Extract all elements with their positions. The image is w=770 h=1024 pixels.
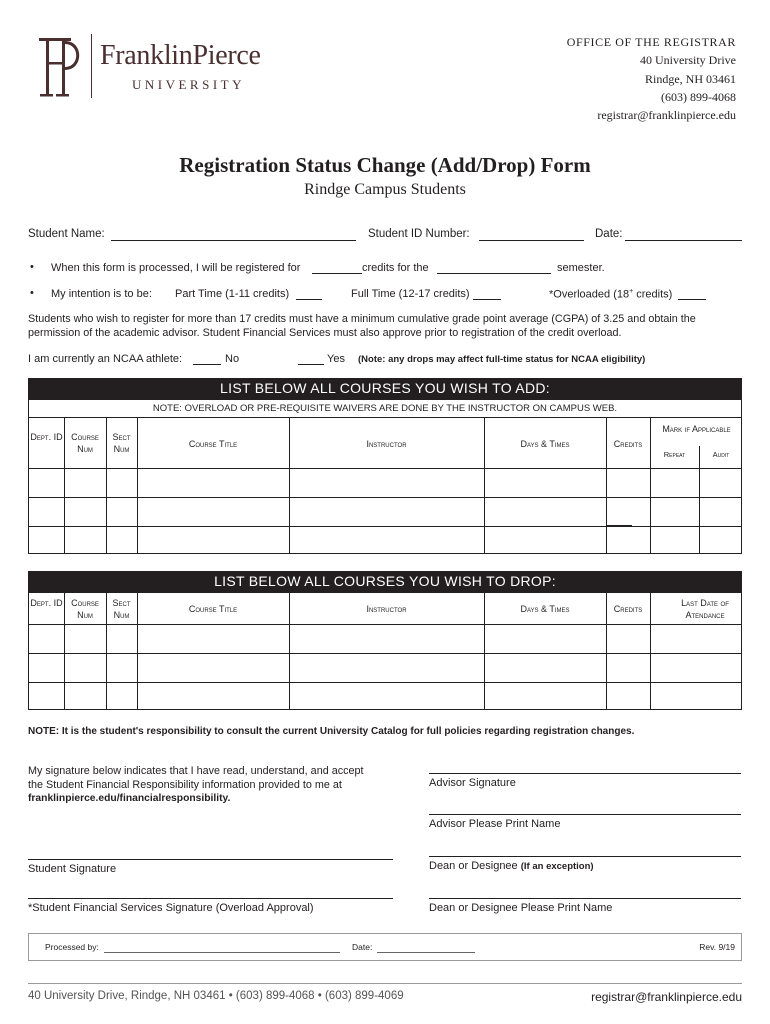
overload-note-line1: Students who wish to register for more than 17 credits must have a minimum cumulative grade point average (CGPA) of 3.25 and obtain the: [28, 313, 696, 325]
ncaa-yes-label: Yes: [327, 353, 345, 365]
overloaded-sup: +: [629, 288, 634, 295]
semester-field[interactable]: [437, 273, 551, 274]
form-title: Registration Status Change (Add/Drop) Form: [179, 153, 591, 177]
registrar-city: Rindge, NH 03461: [645, 71, 736, 86]
col-instructor: Instructor: [366, 604, 407, 614]
dean-print-label: Dean or Designee Please Print Name: [429, 902, 613, 914]
credits-field[interactable]: [312, 273, 362, 274]
credits-for-label: credits for the: [362, 262, 429, 274]
col-mark-if-applicable: Mark if Applicable: [662, 424, 731, 434]
dean-signature-line[interactable]: [429, 856, 741, 857]
col-divider: [650, 417, 651, 553]
form-subtitle: Rindge Campus Students: [304, 181, 466, 198]
date-field[interactable]: [625, 240, 742, 241]
col-dept-id: Dept. ID: [30, 598, 63, 608]
signature-statement-line1: My signature below indicates that I have read, understand, and accept: [28, 765, 364, 777]
add-table-note: NOTE: OVERLOAD OR PRE-REQUISITE WAIVERS ARE DONE BY THE INSTRUCTOR ON CAMPUS WEB.: [152, 403, 618, 414]
overloaded-text: *Overloaded (18: [549, 288, 630, 301]
part-time-label: Part Time (1-11 credits): [175, 288, 290, 300]
registrar-address-block: [567, 33, 736, 124]
student-id-field[interactable]: [479, 240, 584, 241]
processed-by-field[interactable]: [104, 952, 340, 953]
advisor-print-line[interactable]: [429, 814, 741, 815]
processed-date-label: Date:: [352, 942, 373, 952]
registrar-office: OFFICE OF THE REGISTRAR: [566, 35, 736, 49]
dean-signature-label: [429, 860, 594, 872]
advisor-signature-line[interactable]: [429, 773, 741, 774]
table-divider: [29, 417, 741, 418]
bullet-icon: •: [30, 261, 34, 273]
col-course-num: Course Num: [71, 598, 99, 620]
col-days-times: Days & Times: [520, 604, 570, 614]
dean-label: Dean or Designee: [429, 860, 518, 872]
ncaa-label: I am currently an NCAA athlete:: [28, 353, 183, 365]
row-divider: [29, 653, 741, 654]
full-time-field[interactable]: [473, 299, 501, 300]
part-time-field[interactable]: [296, 299, 322, 300]
student-name-label: Student Name:: [28, 228, 105, 240]
financial-responsibility-link[interactable]: franklinpierce.edu/financialresponsibility.: [28, 793, 231, 804]
revision-label: Rev. 9/19: [699, 942, 735, 952]
col-dept-id: Dept. ID: [30, 432, 63, 442]
registrar-email: registrar@franklinpierce.edu: [597, 108, 736, 123]
add-courses-header: LIST BELOW ALL COURSES YOU WISH TO ADD:: [28, 378, 742, 399]
credits-total-line: [606, 525, 632, 526]
dean-print-line[interactable]: [429, 898, 741, 899]
col-instructor: Instructor: [366, 439, 407, 449]
registered-credits-label: When this form is processed, I will be registered for: [51, 262, 301, 274]
sfs-signature-line[interactable]: [28, 898, 393, 899]
student-signature-label: Student Signature: [28, 863, 117, 875]
logo-divider: [91, 34, 92, 98]
bullet-icon: •: [30, 287, 34, 299]
col-divider: [699, 446, 700, 553]
col-repeat: Repeat: [663, 450, 686, 459]
col-audit: Audit: [712, 450, 730, 459]
col-divider: [650, 593, 651, 709]
intention-label: My intention is to be:: [51, 288, 152, 300]
date-label: Date:: [595, 228, 623, 240]
row-divider: [29, 624, 741, 625]
col-credits: Credits: [613, 439, 643, 449]
col-course-title: Course Title: [188, 439, 238, 449]
responsibility-note: NOTE: It is the student's responsibility to consult the current University Catalog for full policies regarding registration changes.: [28, 726, 635, 737]
processed-date-field[interactable]: [377, 952, 475, 953]
advisor-print-label: Advisor Please Print Name: [429, 818, 561, 830]
overloaded-label: [549, 288, 672, 301]
ncaa-yes-field[interactable]: [298, 364, 324, 365]
processed-by-label: Processed by:: [45, 942, 99, 952]
sfs-signature-label: *Student Financial Services Signature (Overload Approval): [28, 902, 314, 914]
registrar-phone: (603) 899-4068: [661, 89, 736, 104]
col-course-num: Course Num: [71, 432, 99, 454]
office-use-box: [28, 933, 742, 961]
ncaa-no-label: No: [225, 353, 240, 365]
university-subtitle: UNIVERSITY: [132, 77, 245, 92]
overloaded-end: credits): [633, 288, 673, 301]
col-course-title: Course Title: [188, 604, 238, 614]
advisor-signature-label: Advisor Signature: [429, 777, 516, 789]
ncaa-no-field[interactable]: [193, 364, 221, 365]
full-time-label: Full Time (12-17 credits): [351, 288, 470, 300]
row-divider: [29, 526, 741, 527]
col-sect-num: Sect Num: [112, 432, 131, 454]
add-courses-table: [28, 399, 742, 554]
student-name-field[interactable]: [111, 240, 356, 241]
footer-address: 40 University Drive, Rindge, NH 03461 • (603) 899-4068 • (603) 899-4069: [28, 990, 404, 1002]
col-days-times: Days & Times: [520, 439, 570, 449]
dean-note: (If an exception): [520, 861, 594, 872]
university-logo-monogram: [36, 34, 86, 100]
row-divider: [29, 497, 741, 498]
drop-courses-header: LIST BELOW ALL COURSES YOU WISH TO DROP:: [28, 571, 742, 592]
student-id-label: Student ID Number:: [368, 228, 470, 240]
semester-label: semester.: [557, 262, 605, 274]
overloaded-field[interactable]: [678, 299, 706, 300]
drop-courses-table: [28, 592, 742, 710]
col-last-date-attendance: Last Date of Atendance: [681, 598, 729, 620]
student-signature-line[interactable]: [28, 859, 393, 860]
overload-note-line2: permission of the academic advisor. Student Financial Services must also approve prior to registration of the credit overload.: [28, 327, 622, 339]
footer-email[interactable]: registrar@franklinpierce.edu: [591, 990, 742, 1004]
footer-rule: [28, 983, 742, 984]
col-credits: Credits: [613, 604, 643, 614]
ncaa-note: (Note: any drops may affect full-time status for NCAA eligibility): [358, 354, 646, 365]
registrar-street: 40 University Drive: [640, 53, 736, 68]
signature-statement-line2: the Student Financial Responsibility information provided to me at: [28, 779, 342, 791]
university-name: FranklinPierce: [100, 40, 261, 71]
row-divider: [29, 682, 741, 683]
row-divider: [29, 468, 741, 469]
col-sect-num: Sect Num: [112, 598, 131, 620]
